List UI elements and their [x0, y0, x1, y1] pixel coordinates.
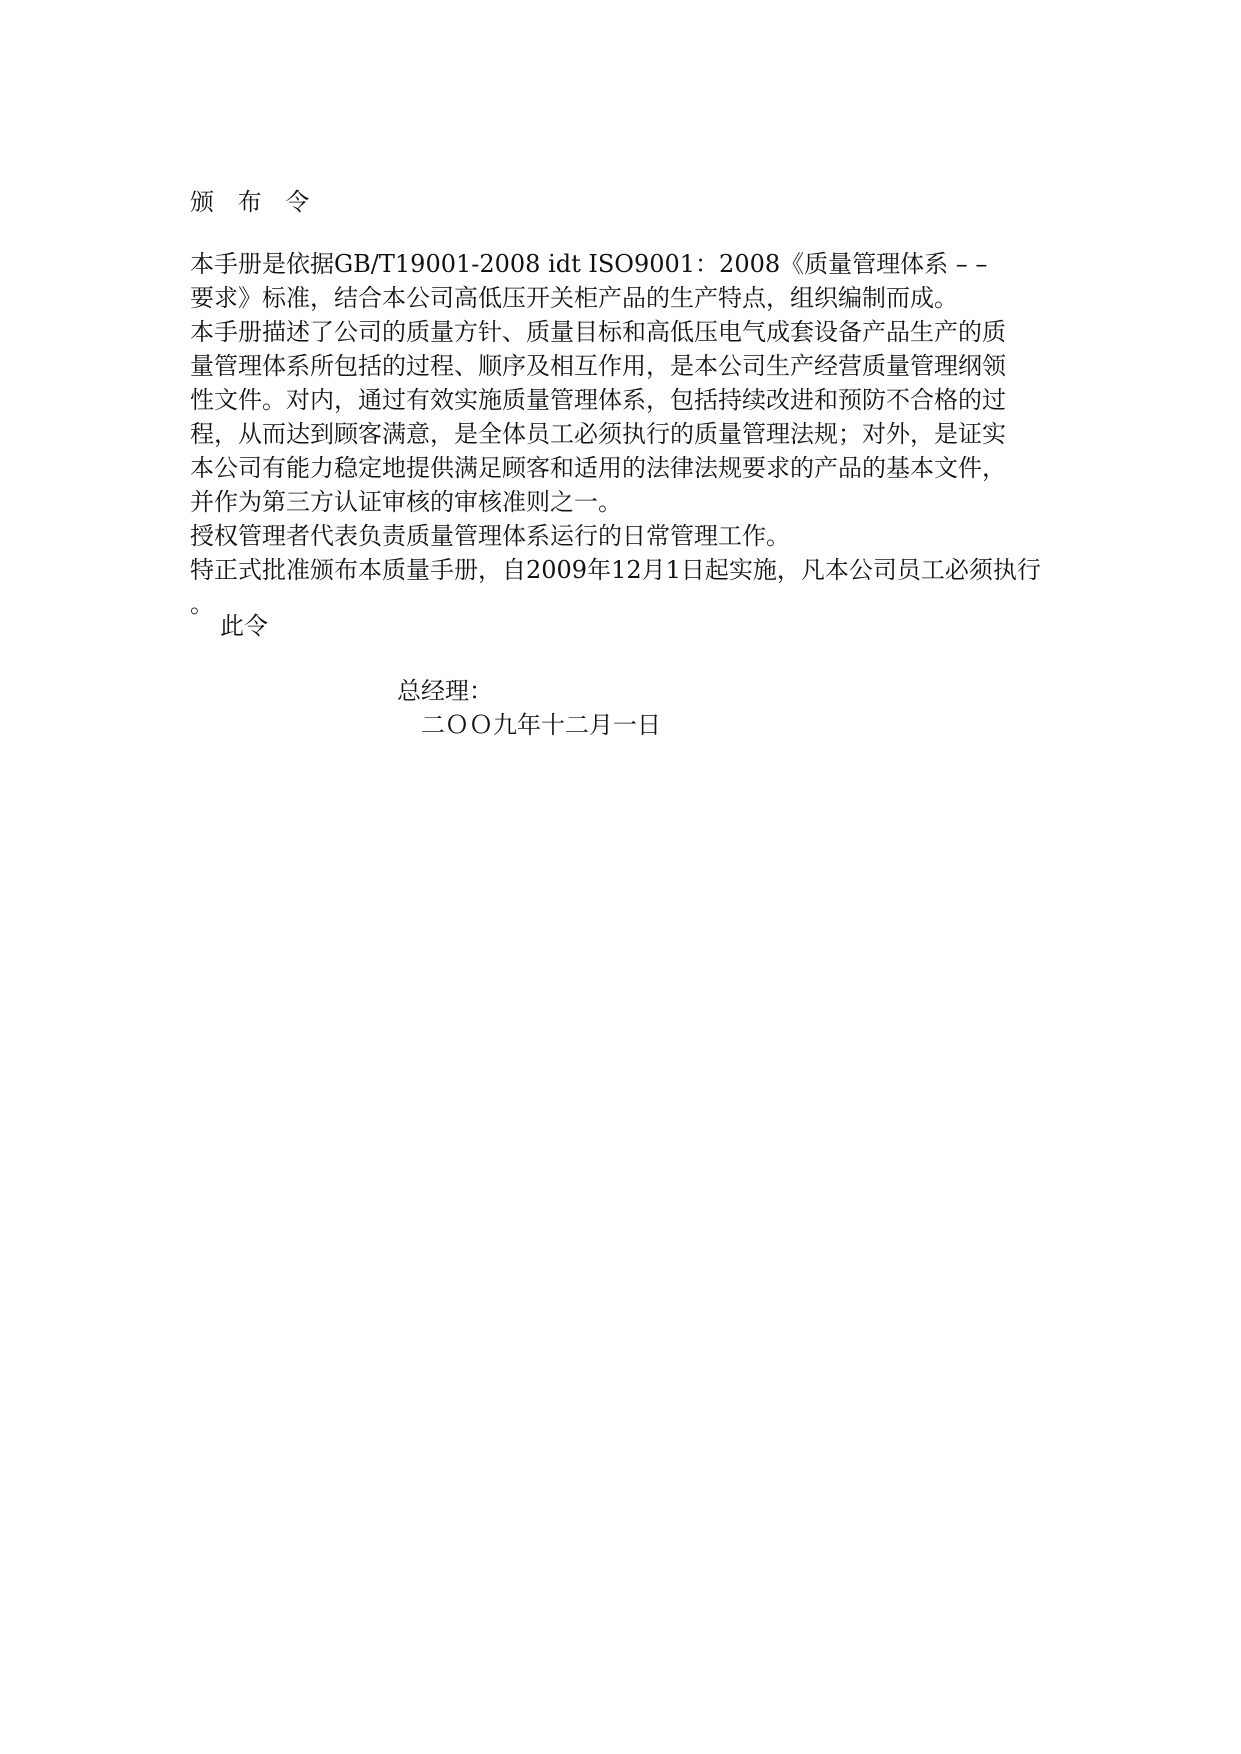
issue-date: 二ＯＯ九年十二月一日: [421, 711, 661, 739]
order-text: 此令: [220, 612, 268, 640]
body-line-10: 特正式批准颁布本质量手册，自2009年12月1日起实施，凡本公司员工必须执行: [190, 556, 1041, 584]
body-line-6: 程，从而达到顾客满意，是全体员工必须执行的质量管理法规；对外，是证实: [190, 420, 1006, 448]
body-line-7: 本公司有能力稳定地提供满足顾客和适用的法律法规要求的产品的基本文件，: [190, 454, 1006, 482]
body-line-11: 。: [190, 590, 214, 618]
body-line-4: 量管理体系所包括的过程、顺序及相互作用，是本公司生产经营质量管理纲领: [190, 352, 1006, 380]
body-line-8: 并作为第三方认证审核的审核准则之一。: [190, 488, 622, 516]
document-title: 颁 布 令: [190, 188, 318, 216]
body-line-5: 性文件。对内，通过有效实施质量管理体系，包括持续改进和预防不合格的过: [190, 386, 1006, 414]
body-line-3: 本手册描述了公司的质量方针、质量目标和高低压电气成套设备产品生产的质: [190, 318, 1006, 346]
signer-label: 总经理：: [397, 677, 493, 705]
body-line-1: 本手册是依据GB/T19001-2008 idt ISO9001：2008《质量管理体系 – –: [190, 250, 988, 278]
body-line-2: 要求》标准，结合本公司高低压开关柜产品的生产特点，组织编制而成。: [190, 284, 958, 312]
body-line-9: 授权管理者代表负责质量管理体系运行的日常管理工作。: [190, 522, 790, 550]
